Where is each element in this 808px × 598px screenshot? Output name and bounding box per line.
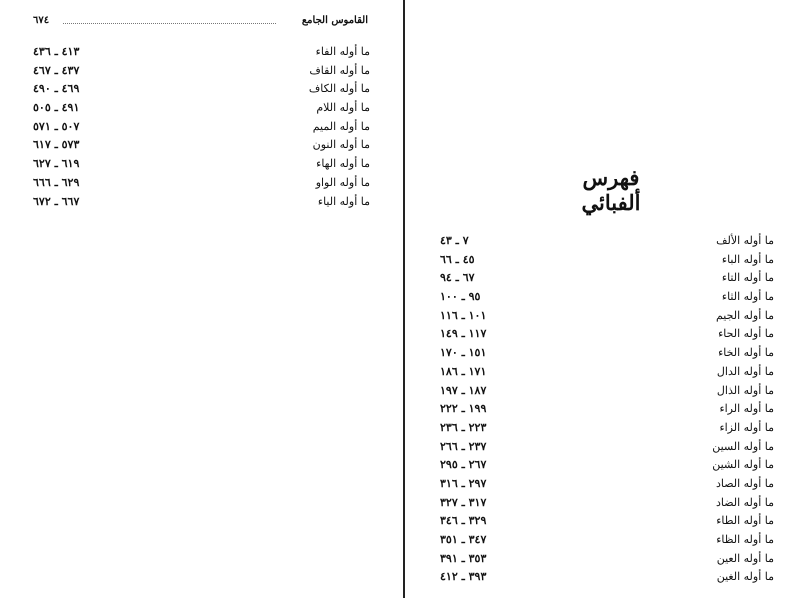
index-entry	[440, 307, 774, 326]
index-entry	[440, 251, 774, 270]
entry-page-range: ٣٤٧ ـ ٣٥١	[440, 533, 487, 546]
page-gutter-divider	[403, 0, 405, 598]
page-number: ٦٧٤	[33, 15, 50, 26]
entry-label: ما أوله التاء	[721, 271, 774, 285]
entry-label: ما أوله الهاء	[316, 157, 370, 171]
index-entry	[440, 363, 774, 382]
leader-dots	[63, 23, 276, 24]
entry-page-range: ٩٥ ـ ١٠٠	[440, 290, 481, 304]
entry-label: ما أوله الياء	[317, 194, 370, 208]
index-entry	[440, 512, 774, 531]
index-entry	[440, 382, 774, 401]
entry-page-range: ٢٩٧ ـ ٣١٦	[440, 476, 487, 490]
entry-page-range: ١١٧ ـ ١٤٩	[440, 327, 487, 341]
entry-label: ما أوله الفاء	[315, 45, 370, 58]
entry-label: ما أوله العين	[716, 551, 774, 565]
entry-page-range: ٤٣٧ ـ ٤٦٧	[33, 63, 80, 77]
index-entry	[33, 99, 370, 118]
entry-page-range: ٦٦٧ ـ ٦٧٢	[33, 194, 80, 208]
index-entry	[33, 193, 370, 212]
entry-label: ما أوله الزاء	[719, 420, 774, 434]
entry-page-range: ١٥١ ـ ١٧٠	[440, 346, 487, 360]
index-entry	[440, 344, 774, 363]
entry-page-range: ٤٩١ ـ ٥٠٥	[33, 101, 80, 115]
entry-page-range: ٦٢٩ ـ ٦٦٦	[33, 175, 80, 189]
entry-page-range: ٤٦٩ ـ ٤٩٠	[33, 82, 80, 96]
entry-label: ما أوله الحاء	[718, 327, 774, 341]
entry-page-range: ٢٦٧ ـ ٢٩٥	[440, 458, 487, 472]
entry-label: ما أوله الراء	[719, 402, 774, 416]
entry-label: ما أوله النون	[312, 138, 370, 152]
index-entry	[440, 550, 774, 569]
entry-label: ما أوله الواو	[315, 175, 370, 189]
index-entry	[440, 494, 774, 513]
entry-page-range: ٣٢٩ ـ ٣٤٦	[440, 514, 487, 528]
index-entry	[440, 232, 774, 251]
index-entry	[440, 531, 774, 550]
entry-label: ما أوله القاف	[309, 63, 370, 77]
entry-label: ما أوله الألف	[716, 234, 774, 247]
entry-label: ما أوله السين	[712, 439, 774, 453]
entry-page-range: ٦١٩ ـ ٦٢٧	[33, 157, 80, 171]
entry-page-range: ٤١٣ ـ ٤٣٦	[33, 45, 80, 58]
entry-page-range: ٣٥٣ ـ ٣٩١	[440, 551, 487, 565]
index-entry	[33, 43, 370, 62]
entry-page-range: ١٨٧ ـ ١٩٧	[440, 383, 487, 397]
entry-label: ما أوله الخاء	[718, 346, 774, 360]
index-entry	[440, 269, 774, 288]
entry-page-range: ٦٧ ـ ٩٤	[440, 271, 475, 285]
entry-label: ما أوله الدال	[716, 364, 774, 378]
index-entry	[440, 456, 774, 475]
entry-page-range: ١٩٩ ـ ٢٢٢	[440, 402, 487, 416]
running-head-title: القاموس الجامع	[301, 15, 368, 26]
index-entry	[440, 475, 774, 494]
index-title: فهرس ألفبائي	[581, 165, 641, 215]
index-entry	[33, 136, 370, 155]
index-entry	[33, 174, 370, 193]
entry-page-range: ٢٢٣ ـ ٢٣٦	[440, 420, 487, 434]
entry-label: ما أوله الضاد	[715, 495, 774, 509]
index-entry	[440, 400, 774, 419]
entry-page-range: ٤٥ ـ ٦٦	[440, 252, 475, 266]
entry-page-range: ١٠١ ـ ١١٦	[440, 308, 487, 322]
entry-label: ما أوله الظاء	[716, 533, 774, 546]
index-entry	[440, 438, 774, 457]
entry-page-range: ٥٠٧ ـ ٥٧١	[33, 119, 80, 133]
entry-page-range: ٣٩٣ ـ ٤١٢	[440, 570, 487, 584]
entry-page-range: ٥٧٣ ـ ٦١٧	[33, 138, 80, 152]
entry-label: ما أوله الغين	[716, 570, 774, 584]
index-entry	[440, 288, 774, 307]
entry-label: ما أوله الميم	[312, 119, 370, 133]
index-entry	[33, 62, 370, 81]
entry-label: ما أوله الباء	[721, 252, 774, 266]
index-entry	[440, 419, 774, 438]
index-entry	[440, 325, 774, 344]
index-list-left	[33, 43, 370, 211]
entry-label: ما أوله اللام	[316, 101, 370, 115]
entry-label: ما أوله الشين	[712, 458, 774, 472]
index-entry	[33, 155, 370, 174]
entry-page-range: ٢٣٧ ـ ٢٦٦	[440, 439, 487, 453]
entry-label: ما أوله الصاد	[715, 476, 774, 490]
entry-label: ما أوله الذال	[716, 383, 774, 397]
index-entry	[440, 568, 774, 587]
entry-label: ما أوله الكاف	[308, 82, 370, 96]
entry-label: ما أوله الطاء	[716, 514, 774, 528]
index-entry	[33, 80, 370, 99]
running-head	[33, 15, 368, 29]
index-entry	[33, 118, 370, 137]
entry-page-range: ٣١٧ ـ ٣٢٧	[440, 495, 487, 509]
entry-label: ما أوله الجيم	[715, 308, 774, 322]
entry-label: ما أوله الثاء	[721, 290, 774, 304]
index-list-right	[440, 232, 774, 587]
entry-page-range: ١٧١ ـ ١٨٦	[440, 364, 487, 378]
entry-page-range: ٧ ـ ٤٣	[440, 234, 469, 247]
